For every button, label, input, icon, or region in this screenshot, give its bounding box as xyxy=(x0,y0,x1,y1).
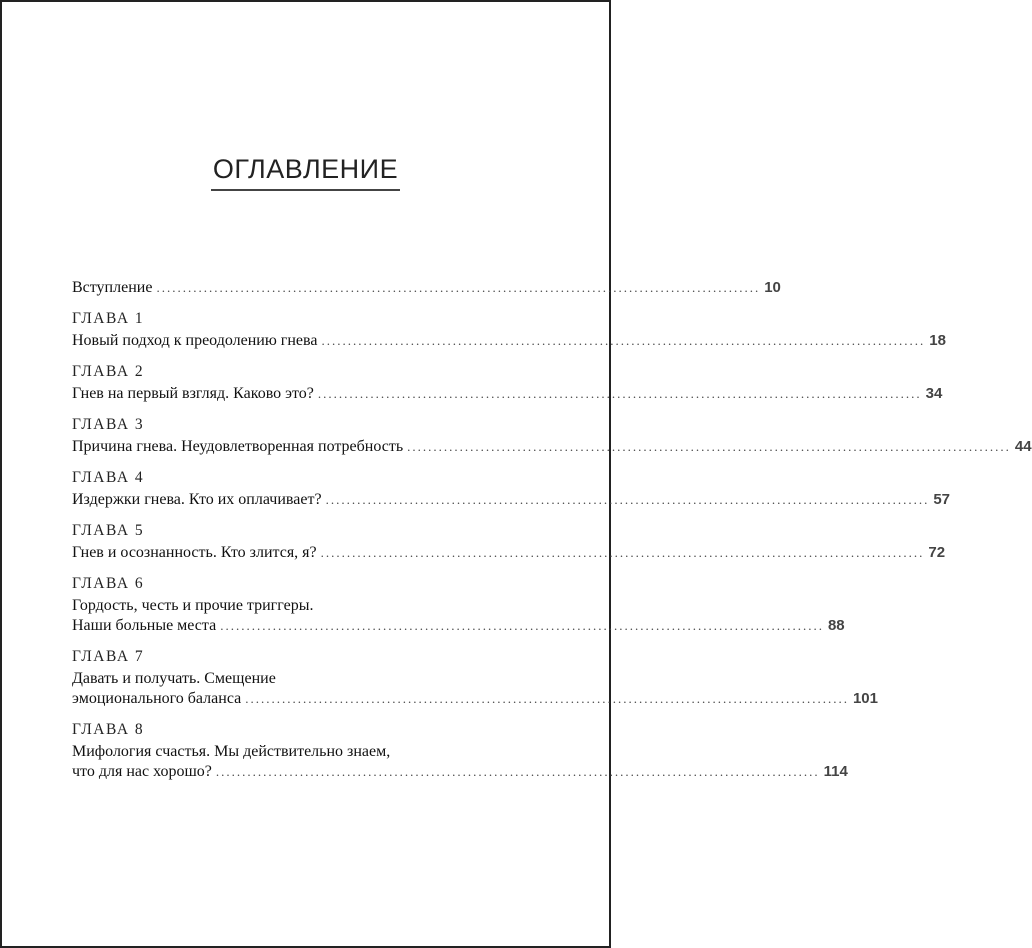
page-number: 44 xyxy=(1014,438,1032,455)
leader-dots: ................................................................................................................... xyxy=(321,333,926,348)
toc-entry-title: Издержки гнева. Кто их оплачивает? xyxy=(72,491,322,508)
chapter-label: ГЛАВА 8 xyxy=(72,721,145,738)
chapter-label: ГЛАВА 4 xyxy=(72,469,145,486)
page-number: 101 xyxy=(852,690,878,707)
toc-entry-title: Причина гнева. Неудовлетворенная потребность xyxy=(72,438,404,455)
toc-entry xyxy=(72,309,946,351)
leader-dots: ................................................................................................................... xyxy=(407,439,1011,454)
toc-line xyxy=(72,331,946,351)
page-title: ОГЛАВЛЕНИЕ xyxy=(211,154,400,191)
toc-entry-title: эмоционального баланса xyxy=(72,690,242,707)
page-number: 18 xyxy=(929,332,946,349)
toc-entry xyxy=(72,720,848,782)
leader-dots: ................................................................................................................... xyxy=(245,691,849,706)
toc-line xyxy=(72,437,1032,457)
toc-line xyxy=(72,762,848,782)
leader-dots: ................................................................................................................... xyxy=(215,764,820,779)
toc-entry xyxy=(72,362,943,404)
toc-entry-title: Гнев и осознанность. Кто злится, я? xyxy=(72,544,317,561)
toc-line xyxy=(72,689,878,709)
toc-line xyxy=(72,543,946,563)
toc-line xyxy=(72,278,781,298)
toc-entry-title: Гнев на первый взгляд. Каково это? xyxy=(72,385,314,402)
toc-entry-title: Вступление xyxy=(72,279,153,296)
toc-entry-title-line: Мифология счастья. Мы действительно знаем, xyxy=(72,743,391,760)
page-number: 114 xyxy=(823,763,848,780)
leader-dots: ................................................................................................................... xyxy=(220,618,824,633)
leader-dots: ................................................................................................................... xyxy=(325,492,930,507)
toc-entry xyxy=(72,647,878,709)
toc-entry-title: Наши больные места xyxy=(72,617,217,634)
chapter-label: ГЛАВА 7 xyxy=(72,648,145,665)
toc-entry-title-line: Давать и получать. Смещение xyxy=(72,670,276,687)
title-block xyxy=(2,154,609,191)
toc-entry-title: Новый подход к преодолению гнева xyxy=(72,332,318,349)
toc-entry xyxy=(72,468,950,510)
toc-entry xyxy=(72,521,946,563)
chapter-label: ГЛАВА 3 xyxy=(72,416,145,433)
leader-dots: ................................................................................................................... xyxy=(156,280,761,295)
page-number: 10 xyxy=(764,279,781,296)
chapter-label: ГЛАВА 5 xyxy=(72,522,145,539)
toc-entry-title-line: Гордость, честь и прочие триггеры. xyxy=(72,597,314,614)
leader-dots: ................................................................................................................... xyxy=(320,545,925,560)
chapter-label: ГЛАВА 1 xyxy=(72,310,145,327)
page-number: 88 xyxy=(827,617,845,634)
chapter-label: ГЛАВА 2 xyxy=(72,363,145,380)
page-number: 72 xyxy=(928,544,946,561)
toc-entry xyxy=(72,574,845,636)
toc-line xyxy=(72,616,845,636)
toc-entry xyxy=(72,278,781,298)
toc-entry-title: что для нас хорошо? xyxy=(72,763,212,780)
toc-line xyxy=(72,384,943,404)
leader-dots: ................................................................................................................... xyxy=(317,386,922,401)
page-number: 34 xyxy=(925,385,943,402)
toc-line xyxy=(72,490,950,510)
table-of-contents xyxy=(72,278,1032,782)
page-number: 57 xyxy=(933,491,950,508)
chapter-label: ГЛАВА 6 xyxy=(72,575,145,592)
toc-entry xyxy=(72,415,1032,457)
